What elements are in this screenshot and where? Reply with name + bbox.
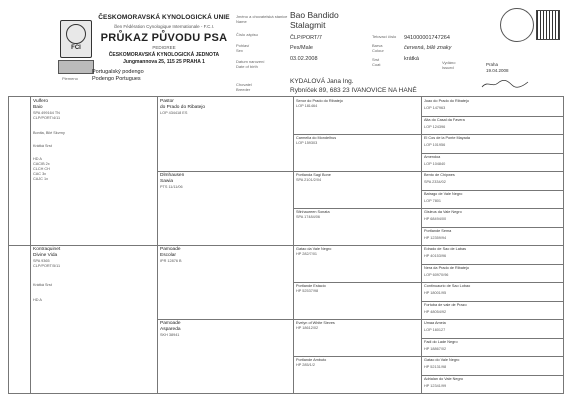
great-great-grandparent-reg: LOP 124396 (424, 124, 446, 129)
great-great-grandparent-reg: HP 40153/96 (424, 254, 447, 258)
great-grandparent-name: Carmelia do Mondelhus (296, 136, 337, 140)
doc-subtitle: PEDIGREE (152, 45, 176, 50)
issue-date: 19.04.2008 (486, 68, 509, 73)
chip-number: 941000001747264 (404, 35, 450, 41)
great-grandparent-name: Portlande Estacio (296, 284, 326, 288)
grandparent-name: Pastor (160, 99, 174, 104)
great-great-grandparent-name: Gisleus da Vale Negro (424, 210, 462, 214)
great-great-grandparent-name: Bento de Chipwes (424, 173, 455, 177)
great-great-grandparent-reg: LOP 147963 (424, 106, 446, 110)
field-label: Name (236, 19, 247, 24)
dam-extra: HD A (33, 298, 42, 302)
great-great-grandparent-reg: HP 18867/02 (424, 346, 447, 351)
issue-place: Praha (486, 62, 499, 67)
great-great-grandparent-name: Joao do Prado do Ribatejo (424, 99, 469, 103)
sire-extra: CLP/PORT/4/11 (33, 116, 61, 120)
great-great-grandparent-cell (424, 172, 560, 189)
great-great-grandparent-name: Fortuba de vale de Prazo (424, 302, 467, 307)
great-great-grandparent-reg: SPA 2334/02 (424, 180, 446, 184)
dam-extra: CLP/PORT/5/11 (33, 264, 61, 268)
sire-extra: CAC 3x (33, 172, 47, 176)
great-great-grandparent-reg: HP 12359/94 (424, 235, 447, 240)
pedigree-table (8, 96, 564, 394)
grandparent-name: Dlmhausen (160, 173, 185, 178)
great-great-grandparent-name: El Cos de la Ponte Mayada (424, 136, 471, 140)
great-great-grandparent-reg: LOP 104840 (424, 161, 446, 166)
great-great-grandparent-cell (424, 135, 560, 152)
great-great-grandparent-cell (424, 228, 560, 245)
great-grandparent-name: Portlande Ambuto (296, 358, 327, 362)
great-grandparent-name: Gatao da Vale Negro (296, 247, 332, 251)
dog-color: červená, bílé znaky (404, 45, 452, 51)
grandparent-reg: SKH 38941 (160, 333, 180, 337)
dog-name: Bao Bandido (290, 10, 339, 20)
field-label: Pohlaví (236, 43, 250, 48)
great-grandparent-reg: SPA 2101/2/04 (296, 178, 322, 182)
great-great-grandparent-cell (424, 98, 560, 115)
great-grandparent-reg: SPA 17484/06 (296, 215, 320, 219)
cmku-emblem (58, 60, 94, 74)
great-grandparent-reg: HP 285/1/2 (296, 363, 315, 367)
grandparent-kennel: Aspareda (160, 327, 181, 332)
org-line1: ČESKOMORAVSKÁ KYNOLOGICKÁ UNIE (98, 14, 230, 21)
great-grandparent-name: Sfinhaureen Sonata (296, 210, 330, 214)
doc-title: PRŮKAZ PŮVODU PSA (100, 32, 228, 44)
great-grandparent-cell (296, 136, 418, 170)
great-grandparent-reg: HP 282/7/01 (296, 252, 318, 256)
great-great-grandparent-cell (424, 246, 560, 263)
breed-en: Podengo Portugues (92, 76, 141, 82)
right-field-labels (372, 34, 402, 67)
grandparent-reg: IPR 12876 B (160, 259, 182, 263)
great-great-grandparent-name: Amendoa (424, 154, 441, 159)
field-label: Jméno a chovatelská stanice (236, 14, 288, 19)
sire-extra: CAJC 1x (33, 177, 48, 181)
dog-sex: Pes/Male (290, 45, 313, 51)
grandparent-kennel: Sawia (160, 179, 174, 184)
sire-kennel: Baio (33, 105, 43, 110)
sire-reg: SPA 499164 TN (33, 111, 60, 115)
great-great-grandparent-reg: LOP 60970/96 (424, 272, 449, 277)
field-label: Date of birth (236, 64, 258, 69)
field-label: Datum narození (236, 59, 265, 64)
great-great-grandparent-cell (424, 320, 560, 337)
org-line2: člen Fédération Cynologique Internationale - F.C.I. (113, 24, 215, 29)
great-great-grandparent-reg: HP 18001/95 (424, 291, 447, 295)
field-label: Srst (372, 57, 380, 62)
signature (480, 76, 530, 86)
dam-cell (33, 247, 155, 391)
fci-logo (60, 20, 92, 58)
grandparent-name: Pamoade (160, 321, 181, 326)
grandparent-cell (160, 321, 290, 391)
grandparent-cell (160, 247, 290, 317)
great-great-grandparent-cell (424, 283, 560, 300)
great-grandparent-reg: LOP 181464 (296, 104, 318, 108)
reg-number: ČLP/PORT/7 (290, 35, 322, 41)
great-great-grandparent-cell (424, 209, 560, 226)
issued-label-en: Issued (442, 65, 454, 70)
great-grandparent-cell (296, 321, 418, 355)
sire-name: Vulfero (33, 99, 49, 104)
great-great-grandparent-reg: LOP 7801 (424, 198, 442, 203)
great-grandparent-reg: HP 18612/02 (296, 326, 319, 330)
grandparent-reg: PTS 11/11/06 (160, 185, 183, 189)
great-grandparent-name: Senor do Prado do Ribatejo (296, 99, 343, 103)
dam-name: Kontraquinet (33, 247, 61, 252)
great-great-grandparent-cell (424, 191, 560, 208)
barcode (536, 10, 560, 40)
great-great-grandparent-cell (424, 265, 560, 282)
field-label: Tetovací číslo (372, 34, 397, 39)
great-great-grandparent-cell (424, 154, 560, 171)
field-label: Číslo zápisu (236, 32, 258, 37)
issuer: ČESKOMORAVSKÁ KYNOLOGICKÁ JEDNOTA (108, 52, 220, 58)
great-grandparent-cell (296, 358, 418, 392)
great-great-grandparent-reg: LOP 160127 (424, 328, 446, 332)
grandparent-cell (160, 99, 290, 169)
great-great-grandparent-name: Portlande Sema (424, 228, 452, 233)
birth-date: 03.02.2008 (290, 56, 318, 62)
field-label: Colour (372, 48, 384, 53)
great-great-grandparent-reg: LOP 101956 (424, 143, 446, 147)
dog-coat: krátká (404, 56, 419, 62)
great-great-grandparent-reg: HP 12341/99 (424, 383, 447, 388)
great-great-grandparent-name: Alta do Casal da Favera (424, 117, 465, 122)
sire-extra: CACIB 2x (33, 162, 50, 166)
dam-kennel: Divine Vida (33, 253, 58, 258)
great-great-grandparent-reg: HP 68494/00 (424, 217, 447, 221)
breeder-label-en: Breeder (236, 87, 251, 92)
great-great-grandparent-cell (424, 339, 560, 356)
grandparent-kennel: Escolar (160, 253, 176, 258)
issued-label: Vydáno (442, 60, 456, 65)
great-great-grandparent-name: Batrago de Vale Negro (424, 191, 463, 196)
grandparent-kennel: do Prado do Ribatejo (160, 105, 206, 110)
great-great-grandparent-name: Gatao do Vale Negro (424, 358, 460, 362)
grandparent-name: Pamoade (160, 247, 181, 252)
grandparent-reg: LOP 434418 ES (160, 111, 188, 115)
breeder-name: KYDALOVÁ Jana Ing. (290, 78, 354, 85)
sire-extra: HD A (33, 157, 42, 161)
sire-extra: Bonita, Bilé Skvrny (33, 131, 65, 135)
field-label: Sex (236, 48, 243, 53)
great-grandparent-name: Portlanda Sagi Bone (296, 173, 331, 177)
great-great-grandparent-cell (424, 357, 560, 374)
issuer-address: Jungmannova 25, 115 25 PRAHA 1 (123, 59, 205, 65)
great-grandparent-cell (296, 173, 418, 207)
great-great-grandparent-name: Fadi do Lade Negro (424, 339, 458, 344)
great-grandparent-reg: HP 52537/98 (296, 289, 319, 293)
sire-extra: CLCH CH (33, 167, 50, 171)
great-great-grandparent-cell (424, 376, 560, 393)
breed-cz: Portugalský podengo (92, 69, 144, 75)
dog-kennel: Stalagmit (290, 20, 326, 30)
field-label: Coat (372, 62, 381, 67)
great-grandparent-cell (296, 99, 418, 133)
field-label: Barva (372, 43, 383, 48)
great-great-grandparent-name: Nera da Prado de Ribatejo (424, 265, 469, 270)
sire-cell (33, 99, 155, 243)
left-field-labels (236, 14, 288, 69)
great-great-grandparent-cell (424, 117, 560, 134)
breeder-address: Rybníček 89, 683 23 IVANOVICE NA HANÉ (290, 87, 417, 94)
great-great-grandparent-cell (424, 302, 560, 319)
great-great-grandparent-name: Umaa Ameia (424, 321, 446, 325)
great-grandparent-reg: LOP 159303 (296, 141, 318, 145)
round-stamp (500, 8, 534, 42)
grandparent-cell (160, 173, 290, 243)
great-grandparent-name: Evelyn of White Sieves (296, 321, 335, 325)
great-great-grandparent-name: Edrado de Sao de Labas (424, 247, 467, 251)
dam-reg: SPA 9365 (33, 259, 50, 263)
great-great-grandparent-reg: HP 48054/92 (424, 309, 447, 314)
great-great-grandparent-reg: HP 52131/98 (424, 365, 447, 369)
globe-icon (66, 24, 86, 44)
breeder-label: Chovatel (236, 82, 252, 87)
great-great-grandparent-name: Continuaurio de Sao Lobao (424, 284, 471, 288)
great-great-grandparent-name: Adrialan do Vale Negro (424, 376, 463, 381)
dam-extra: Krátká Srst (33, 283, 52, 287)
logo-text: FCI (71, 45, 81, 51)
breed-label: Plemeno (62, 76, 78, 81)
great-grandparent-cell (296, 247, 418, 281)
great-grandparent-cell (296, 284, 418, 318)
great-grandparent-cell (296, 210, 418, 244)
sire-extra: Krátká Srst (33, 144, 52, 148)
